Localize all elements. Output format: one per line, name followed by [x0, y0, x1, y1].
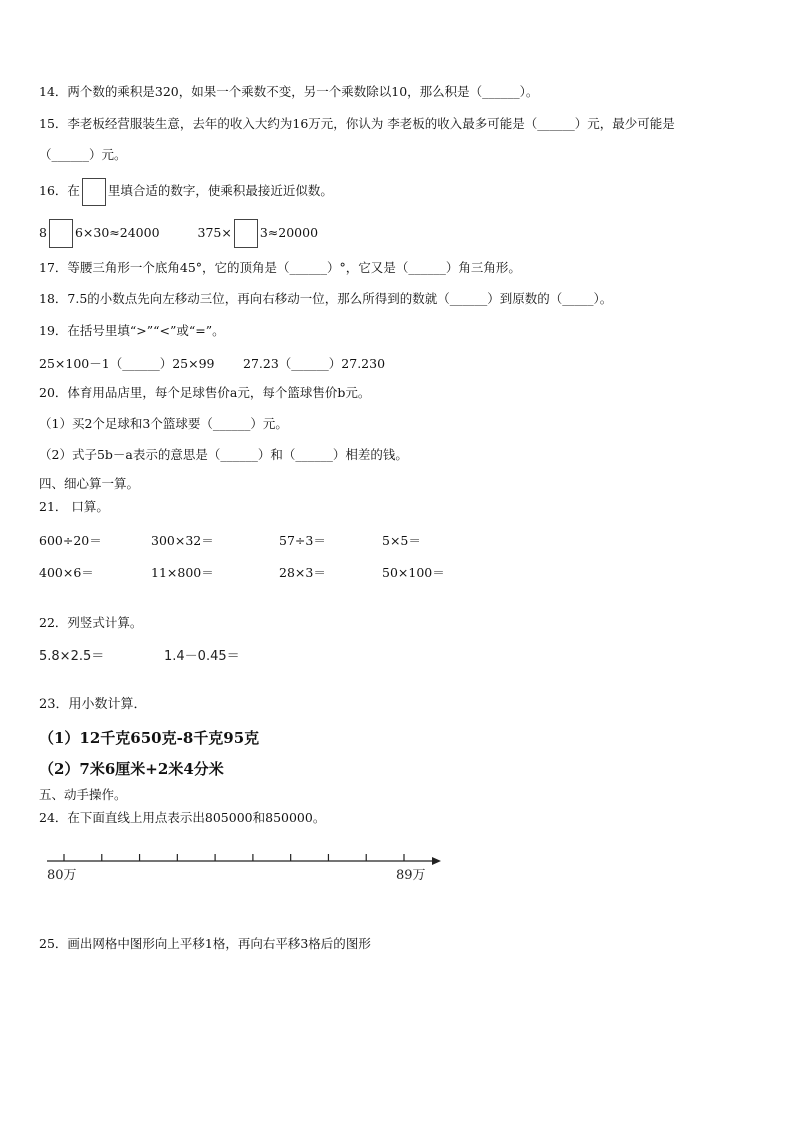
equation-1-suffix: 6×30≈24000 [74, 225, 160, 240]
question-16-suffix: 里填合适的数字，使乘积最接近近似数。 [107, 183, 333, 198]
number-line-end-label: 89万 [396, 868, 426, 883]
oral-calc-item: 50×100＝ [382, 565, 445, 580]
equation-1-prefix: 8 [39, 225, 47, 240]
oral-calc-item: 57÷3＝ [279, 533, 326, 548]
question-24: 24．在下面直线上用点表示出805000和850000。 [39, 810, 326, 825]
question-15-line2: （______）元。 [39, 147, 127, 162]
oral-calc-item: 28×3＝ [279, 565, 326, 580]
number-line-ticks [64, 854, 404, 861]
equation-2-prefix: 375× [197, 225, 232, 240]
oral-calc-item: 400×6＝ [39, 565, 94, 580]
vertical-calc-a: 5.8×2.5＝ [39, 649, 105, 664]
oral-calc-item: 300×32＝ [151, 533, 214, 548]
question-25: 25．画出网格中图形向上平移1格，再向右平移3格后的图形 [39, 936, 371, 951]
question-20-1: （1）买2个足球和3个篮球要（______）元。 [39, 416, 288, 431]
question-14: 14．两个数的乘积是320，如果一个乘数不变，另一个乘数除以10，那么积是（______）。 [39, 84, 539, 99]
vertical-calc-b: 1.4－0.45＝ [164, 649, 240, 664]
question-20: 20．体育用品店里，每个足球售价a元，每个篮球售价b元。 [39, 385, 371, 400]
question-15-line1: 15．李老板经营服装生意，去年的收入大约为16万元，你认为 李老板的收入最多可能是（______）元，最少可能是 [39, 116, 675, 131]
section-4-heading: 四、细心算一算。 [39, 476, 140, 491]
equation-2-suffix: 3≈20000 [259, 225, 319, 240]
question-23-1: （1）12千克650克-8千克95克 [39, 729, 260, 747]
arrow-right-icon [432, 857, 441, 865]
question-16-prefix: 16．在 [39, 183, 80, 198]
question-21: 21． 口算。 [39, 499, 109, 514]
question-20-2: （2）式子5b－a表示的意思是（______）和（______）相差的钱。 [39, 447, 408, 462]
oral-calc-item: 600÷20＝ [39, 533, 102, 548]
question-17: 17．等腰三角形一个底角45°，它的顶角是（______）°，它又是（______）角三角形。 [39, 260, 521, 275]
question-23: 23．用小数计算． [39, 697, 147, 712]
question-23-2: （2）7米6厘米+2米4分米 [39, 760, 224, 778]
question-19: 19．在括号里填“>”“<”或“=”。 [39, 323, 225, 338]
number-line-axis [47, 857, 441, 865]
question-22: 22．列竖式计算。 [39, 615, 143, 630]
question-19-a: 25×100－1（______）25×99 [39, 356, 215, 371]
number-line-start-label: 80万 [47, 868, 77, 883]
question-18: 18．7.5的小数点先向左移动三位，再向右移动一位，那么所得到的数就（______）到原数的（_____）。 [39, 291, 613, 306]
oral-calc-item: 11×800＝ [151, 565, 214, 580]
oral-calc-item: 5×5＝ [382, 533, 421, 548]
question-19-b: 27.23（______）27.230 [243, 356, 386, 371]
section-5-heading: 五、动手操作。 [39, 787, 127, 802]
